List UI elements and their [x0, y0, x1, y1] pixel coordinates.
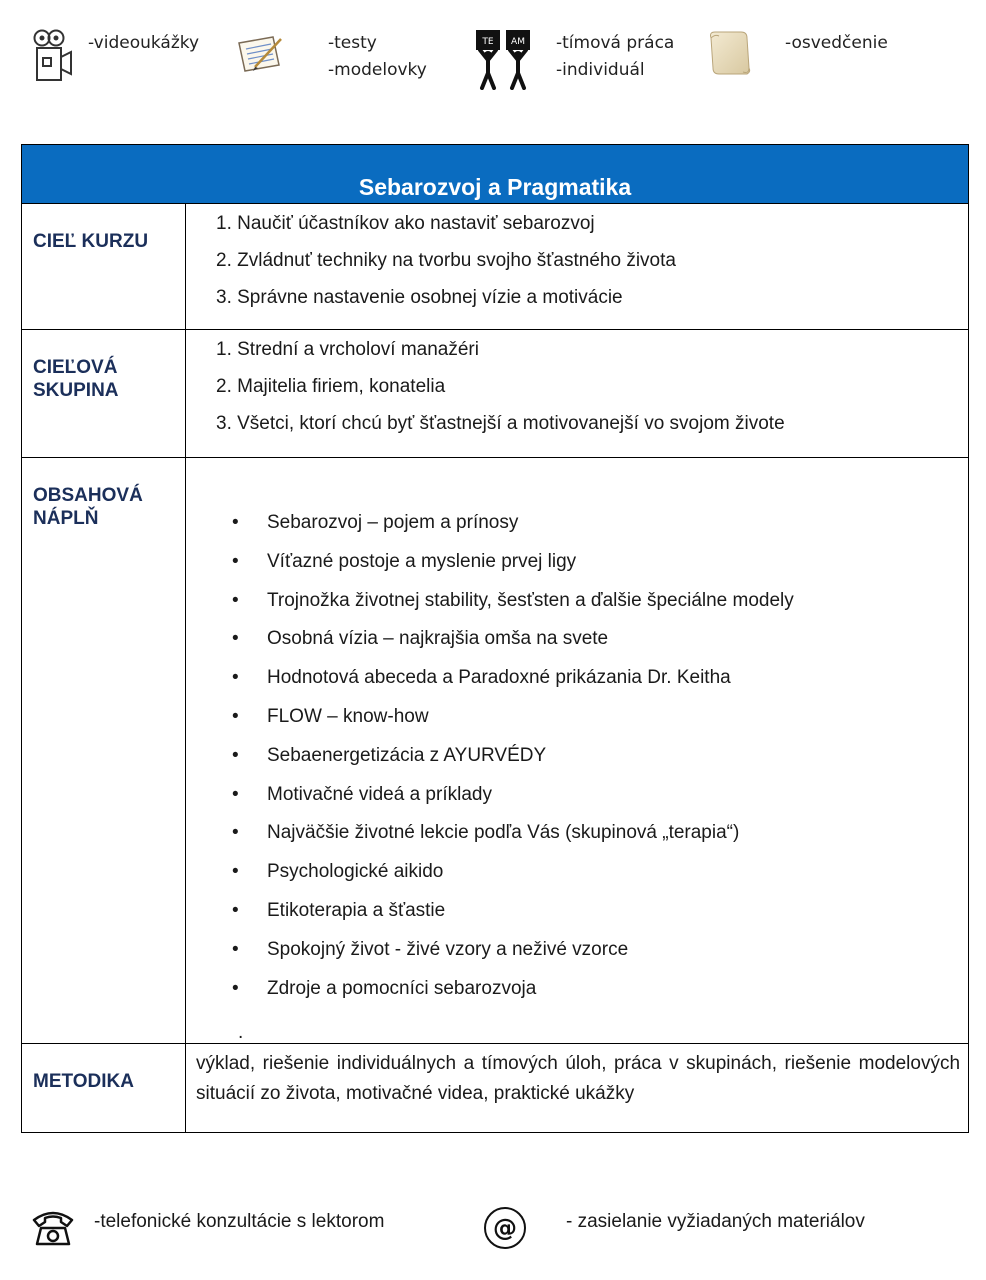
legend-label-certificate: -osvedčenie	[785, 33, 888, 53]
list-item: 2. Zvládnuť techniky na tvorbu svojho šťastného života	[216, 250, 676, 271]
method-label: METODIKA	[22, 1044, 186, 1133]
goal-row	[22, 204, 969, 330]
list-item: 2. Majitelia firiem, konatelia	[216, 376, 446, 397]
telephone-icon	[31, 1208, 75, 1248]
test-paper-icon	[233, 33, 283, 75]
team-figures-icon	[474, 28, 532, 90]
list-item: 3. Správne nastavenie osobnej vízie a motivácie	[216, 287, 623, 308]
video-camera-icon	[32, 28, 74, 84]
course-title: Sebarozvoj a Pragmatika	[358, 174, 632, 200]
list-item: 1. Naučiť účastníkov ako nastaviť sebarozvoj	[216, 213, 595, 234]
list-item: • Zdroje a pomocníci sebarozvoja	[186, 970, 968, 1009]
course-title-cell	[22, 145, 969, 204]
list-item: • Osobná vízia – najkrajšia omša na svete	[186, 620, 968, 659]
list-item: 3. Všetci, ktorí chcú byť šťastnejší a motivovanejší vo svojom živote	[216, 413, 785, 434]
legend-label-video: -videoukážky	[88, 33, 200, 53]
list-item: • Etikoterapia a šťastie	[186, 892, 968, 931]
target-content	[186, 330, 969, 458]
svg-text:AM: AM	[511, 37, 525, 47]
course-table	[21, 144, 969, 1133]
list-item: • Psychologické aikido	[186, 853, 968, 892]
goal-content	[186, 204, 969, 330]
trailing-mark: .	[238, 1022, 244, 1044]
footer-phone-text: -telefonické konzultácie s lektorom	[94, 1211, 385, 1232]
list-item: • Spokojný život - živé vzory a neživé vzorce	[186, 931, 968, 970]
content-topics	[186, 458, 969, 1044]
legend-label-team: -tímová práca -individuál	[556, 33, 675, 80]
list-item: • Trojnožka životnej stability, šesťsten a ďalšie špeciálne modely	[186, 582, 968, 621]
at-sign-icon: @	[484, 1207, 526, 1249]
svg-text:TE: TE	[482, 37, 494, 47]
target-list	[186, 330, 968, 442]
target-label: CIEĽOVÁ SKUPINA	[22, 330, 186, 458]
goal-list	[186, 204, 968, 316]
list-item: • Najväčšie životné lekcie podľa Vás (skupinová „terapia“)	[186, 814, 968, 853]
method-text: výklad, riešenie individuálnych a tímových úloh, práca v skupinách, riešenie modelových situácií zo života, motivačné videa, praktické ukážky	[186, 1044, 969, 1133]
list-item: • Sebarozvoj – pojem a prínosy	[186, 504, 968, 543]
footer-email-text: - zasielanie vyžiadaných materiálov	[566, 1211, 865, 1232]
content-label: OBSAHOVÁ NÁPLŇ	[22, 458, 186, 1044]
goal-label: CIEĽ KURZU	[22, 204, 186, 330]
topic-list	[186, 458, 968, 1008]
certificate-scroll-icon	[705, 28, 755, 78]
method-row	[22, 1044, 969, 1133]
content-row	[22, 458, 969, 1044]
list-item: • Motivačné videá a príklady	[186, 776, 968, 815]
list-item: 1. Strední a vrcholoví manažéri	[216, 339, 479, 360]
legend-label-tests: -testy -modelovky	[328, 33, 427, 80]
list-item: • FLOW – know-how	[186, 698, 968, 737]
list-item: • Hodnotová abeceda a Paradoxné prikázania Dr. Keitha	[186, 659, 968, 698]
list-item: • Sebaenergetizácia z AYURVÉDY	[186, 737, 968, 776]
course-title-row	[22, 145, 969, 204]
list-item: • Víťazné postoje a myslenie prvej ligy	[186, 543, 968, 582]
target-row	[22, 330, 969, 458]
